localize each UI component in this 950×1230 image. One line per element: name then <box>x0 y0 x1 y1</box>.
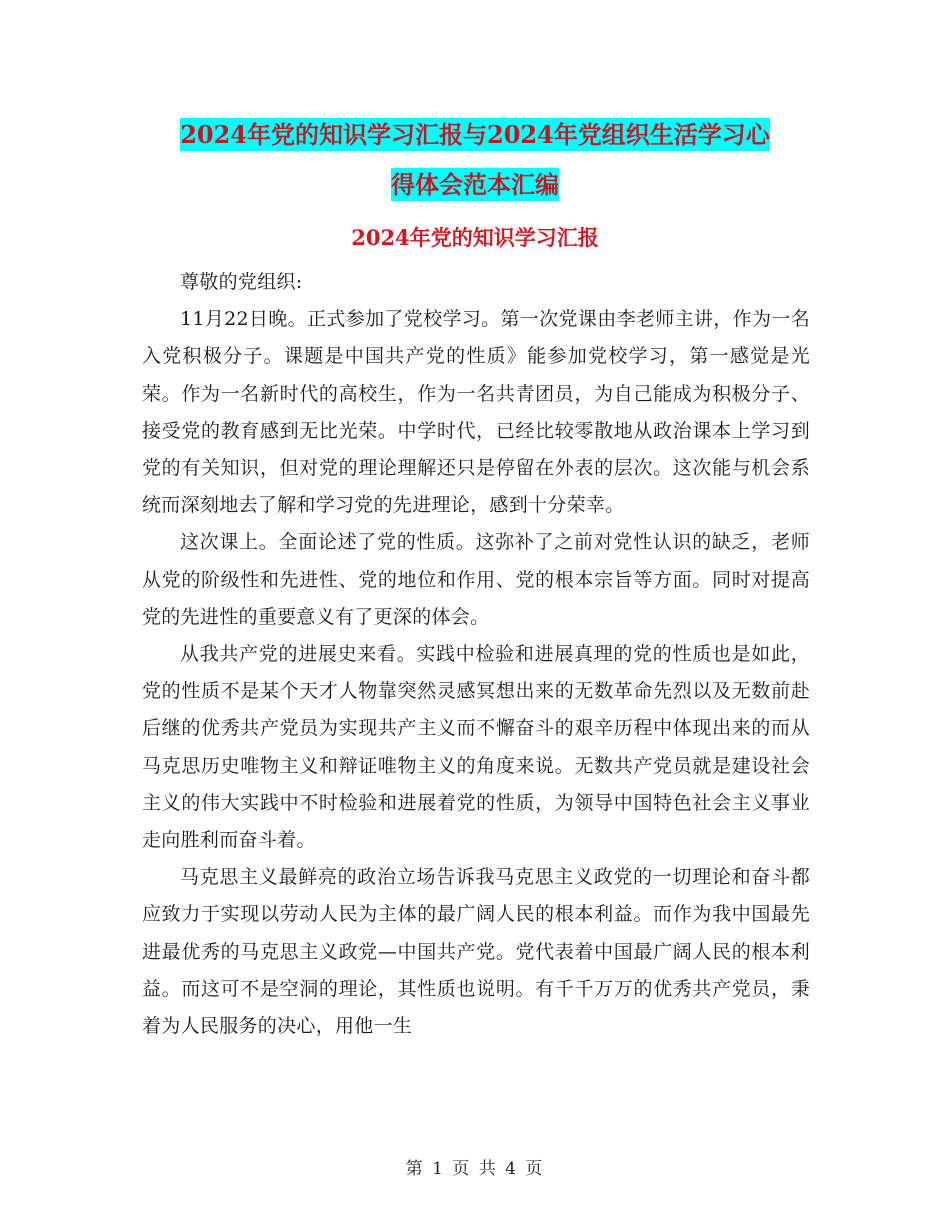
paragraph-3: 从我共产党的进展史来看。实践中检验和进展真理的党的性质也是如此，党的性质不是某个天才人物靠突然灵感冥想出来的无数革命先烈以及无数前赴后继的优秀共产党员为实现共产主义而不懈奋斗的艰辛历程中体现出来的而从马克思历史唯物主义和辩证唯物主义的角度来说。无数共产党员就是建设社会主义的伟大实践中不时检验和进展着党的性质，为领导中国特色社会主义事业走向胜利而奋斗着。 <box>142 643 810 852</box>
paragraph-2: 这次课上。全面论述了党的性质。这弥补了之前对党性认识的缺乏，老师从党的阶级性和先进性、党的地位和作用、党的根本宗旨等方面。同时对提高党的先进性的重要意义有了更深的体会。 <box>142 531 810 628</box>
salutation: 尊敬的党组织: <box>180 271 303 293</box>
section-title: 2024年党的知识学习汇报 <box>351 225 599 250</box>
title-line-2: 得体会范本汇编 <box>391 170 559 199</box>
paragraph-1: 11月22日晚。正式参加了党校学习。第一次党课由李老师主讲，作为一名入党积极分子。课题是中国共产党的性质》能参加党校学习，第一感觉是光荣。作为一名新时代的高校生，作为一名共青团员，为自己能成为积极分子、接受党的教育感到无比光荣。中学时代，已经比较零散地从政治课本上学习到党的有关知识，但对党的理论理解还只是停留在外表的层次。这次能与机会系统而深刻地去了解和学习党的先进理论，感到十分荣幸。 <box>142 308 810 517</box>
document-body <box>142 264 810 1045</box>
document-title <box>140 110 810 210</box>
page-footer: 第 1 页 共 4 页 <box>405 1159 545 1179</box>
title-line-1: 2024年党的知识学习汇报与2024年党组织生活学习心 <box>180 120 770 149</box>
paragraph-4: 马克思主义最鲜亮的政治立场告诉我马克思主义政党的一切理论和奋斗都应致力于实现以劳动人民为主体的最广阔人民的根本利益。而作为我中国最先进最优秀的马克思主义政党—中国共产党。党代表着中国最广阔人民的根本利益。而这可不是空洞的理论，其性质也说明。有千千万万的优秀共产党员，秉着为人民服务的决心，用他一生 <box>142 866 810 1038</box>
